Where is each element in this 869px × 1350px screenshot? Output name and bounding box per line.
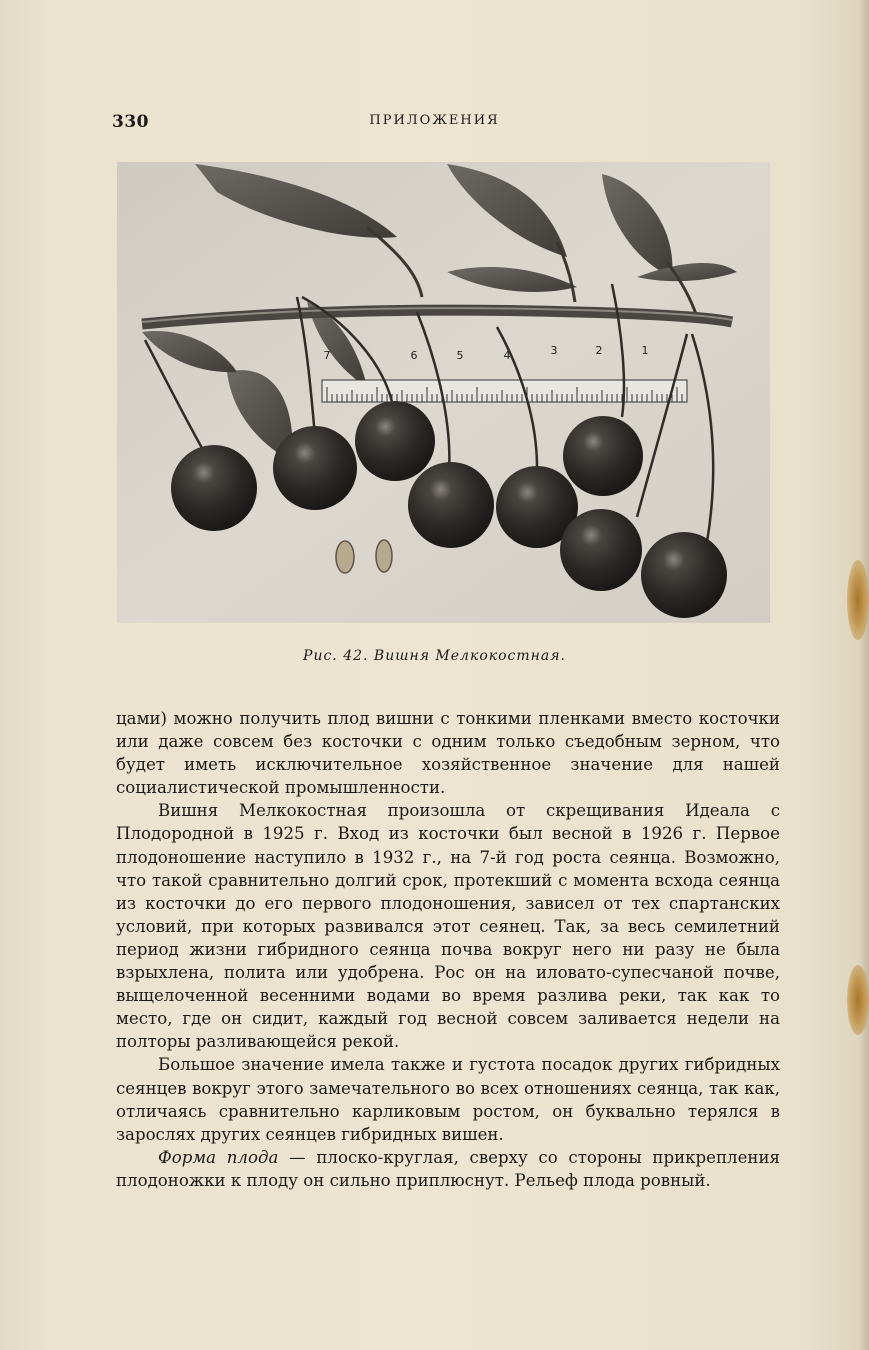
cherry	[641, 532, 727, 618]
paragraph: цами) можно получить плод вишни с тонкими пленками вместо косточки или даже совсем без косточки с одним только съедобным зерном, что будет иметь исключительное хозяйственное значение для нашей социалистической промышленности.	[116, 709, 780, 798]
stain-1	[847, 560, 869, 640]
ruler-label: 7	[323, 349, 331, 362]
cherry	[171, 445, 257, 531]
paragraph-rest: — плоско-круглая, сверху со стороны прикрепления плодоножки к плоду он сильно приплюснут. Рельеф плода ровный.	[116, 1147, 780, 1190]
cherry	[355, 401, 435, 481]
page-edge-shadow	[859, 0, 869, 1350]
ruler-label: 5	[456, 349, 464, 362]
paragraph	[116, 1146, 780, 1192]
cherry	[273, 426, 357, 510]
ruler-label: 3	[550, 344, 558, 357]
running-head: ПРИЛОЖЕНИЯ	[369, 113, 500, 128]
cherry	[563, 416, 643, 496]
ruler-label: 1	[641, 344, 649, 357]
figure-caption: Рис. 42. Вишня Мелкокостная.	[303, 648, 566, 664]
paragraph-lead-term: Форма плода	[158, 1147, 279, 1167]
ruler-label: 2	[595, 344, 603, 357]
cherry-photo	[117, 162, 770, 623]
body-text	[116, 707, 780, 1192]
cherry	[560, 509, 642, 591]
paragraph: Вишня Мелкокостная произошла от скрещивания Идеала с Плодородной в 1925 г. Вход из косточки был весной в 1926 г. Первое плодоношение наступило в 1932 г., на 7-й год роста сеянца. Возможно, что такой сравнительно долгий срок, протекший с момента всхода сеянца из косточки до его первого плодоношения, зависел от тех спартанских условий, при которых развивался этот сеянец. Так, за весь семилетний период жизни гибридного сеянца почва вокруг него ни разу не была взрыхлена, полита или удобрена. Рос он на иловато-супесчаной почве, выщелоченной весенними водами во время разлива реки, так как то место, где он сидит, каждый год весной совсем заливается недели на полторы разливающейся рекой.	[116, 801, 780, 1052]
page-number: 330	[112, 112, 149, 132]
ruler-label: 6	[410, 349, 418, 362]
stain-2	[847, 965, 869, 1035]
ruler-label: 4	[503, 349, 511, 362]
cherry-branch-illustration	[117, 162, 770, 623]
cherry	[408, 462, 494, 548]
paragraph: Большое значение имела также и густота посадок других гибридных сеянцев вокруг этого замечательного во всех отношениях сеянца, так как, отличаясь сравнительно карликовым ростом, он буквально терялся в зарослях других сеянцев гибридных вишен.	[116, 1055, 780, 1144]
